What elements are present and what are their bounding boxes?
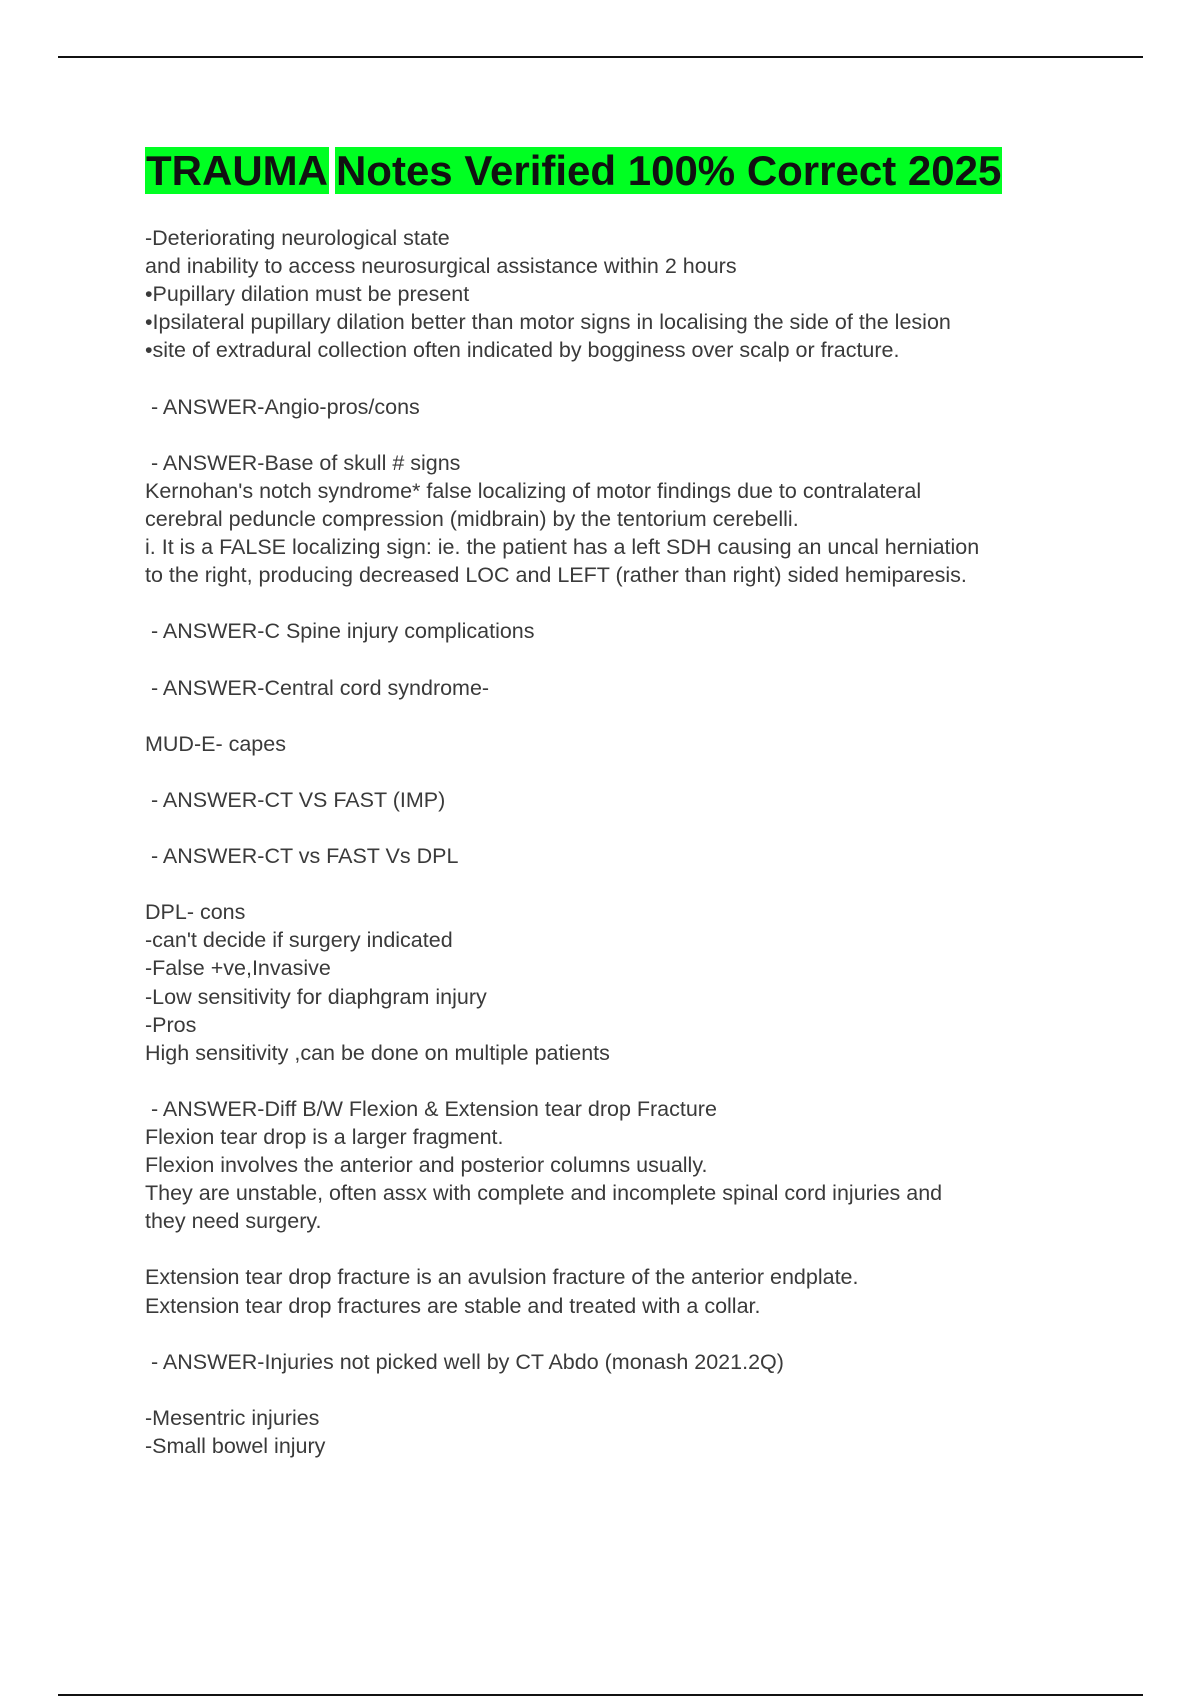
blank-line <box>145 758 1105 786</box>
text-line: cerebral peduncle compression (midbrain) by the tentorium cerebelli. <box>145 506 799 531</box>
title-highlight-trauma: TRAUMA <box>146 147 328 194</box>
blank-line <box>145 1067 1105 1095</box>
text-line: •Pupillary dilation must be present <box>145 282 470 307</box>
blank-line <box>145 870 1105 898</box>
text-line: -Deteriorating neurological state <box>145 226 450 250</box>
blank-line <box>145 589 1105 617</box>
text-line: •site of extradural collection often indicated by bogginess over scalp or fracture. <box>145 338 900 363</box>
text-line: they need surgery. <box>145 1209 322 1234</box>
text-line: -False +ve,Invasive <box>145 956 331 981</box>
text-line: - ANSWER-Angio-pros/cons <box>145 394 420 419</box>
text-line: - ANSWER-Diff B/W Flexion & Extension tear drop Fracture <box>145 1096 717 1121</box>
text-line: - ANSWER-Base of skull # signs <box>145 450 461 475</box>
document-body <box>145 224 1105 1460</box>
blank-line <box>145 702 1105 730</box>
text-line: - ANSWER-Central cord syndrome- <box>145 675 490 700</box>
text-line: Extension tear drop fracture is an avulsion fracture of the anterior endplate. <box>145 1265 859 1290</box>
blank-line <box>145 1320 1105 1348</box>
text-line: •Ipsilateral pupillary dilation better than motor signs in localising the side of the lesion <box>145 310 951 335</box>
text-line: - ANSWER-CT VS FAST (IMP) <box>145 787 446 812</box>
text-line: Kernohan's notch syndrome* false localizing of motor findings due to contralateral <box>145 478 922 503</box>
bottom-divider <box>58 1694 1143 1696</box>
text-line: DPL- cons <box>145 900 246 925</box>
text-line: They are unstable, often assx with complete and incomplete spinal cord injuries and <box>145 1181 943 1206</box>
text-line: - ANSWER-Injuries not picked well by CT Abdo (monash 2021.2Q) <box>145 1349 784 1374</box>
blank-line <box>145 1235 1105 1263</box>
blank-line <box>145 421 1105 449</box>
text-line: -Low sensitivity for diaphgram injury <box>145 984 487 1009</box>
text-line: Flexion tear drop is a larger fragment. <box>145 1125 504 1149</box>
text-line: i. It is a FALSE localizing sign: ie. the patient has a left SDH causing an uncal herniation <box>145 535 980 560</box>
text-line: Flexion involves the anterior and posterior columns usually. <box>145 1153 708 1178</box>
blank-line <box>145 364 1105 392</box>
text-line: -Pros <box>145 1012 197 1037</box>
page-title <box>145 146 1002 196</box>
top-divider <box>58 56 1143 58</box>
text-line: to the right, producing decreased LOC and LEFT (rather than right) sided hemiparesis. <box>145 563 967 588</box>
text-line: MUD-E- capes <box>145 731 286 756</box>
blank-line <box>145 814 1105 842</box>
text-line: Extension tear drop fractures are stable and treated with a collar. <box>145 1293 761 1318</box>
text-line: and inability to access neurosurgical assistance within 2 hours <box>145 254 737 279</box>
text-line: - ANSWER-CT vs FAST Vs DPL <box>145 844 459 869</box>
text-line: -Mesentric injuries <box>145 1405 320 1430</box>
title-highlight-notes: Notes Verified 100% Correct 2025 <box>335 147 1002 194</box>
text-line: -Small bowel injury <box>145 1434 326 1459</box>
blank-line <box>145 1376 1105 1404</box>
text-line: -can't decide if surgery indicated <box>145 928 453 953</box>
text-line: - ANSWER-C Spine injury complications <box>145 619 535 644</box>
blank-line <box>145 645 1105 673</box>
text-line: High sensitivity ,can be done on multiple patients <box>145 1040 610 1065</box>
